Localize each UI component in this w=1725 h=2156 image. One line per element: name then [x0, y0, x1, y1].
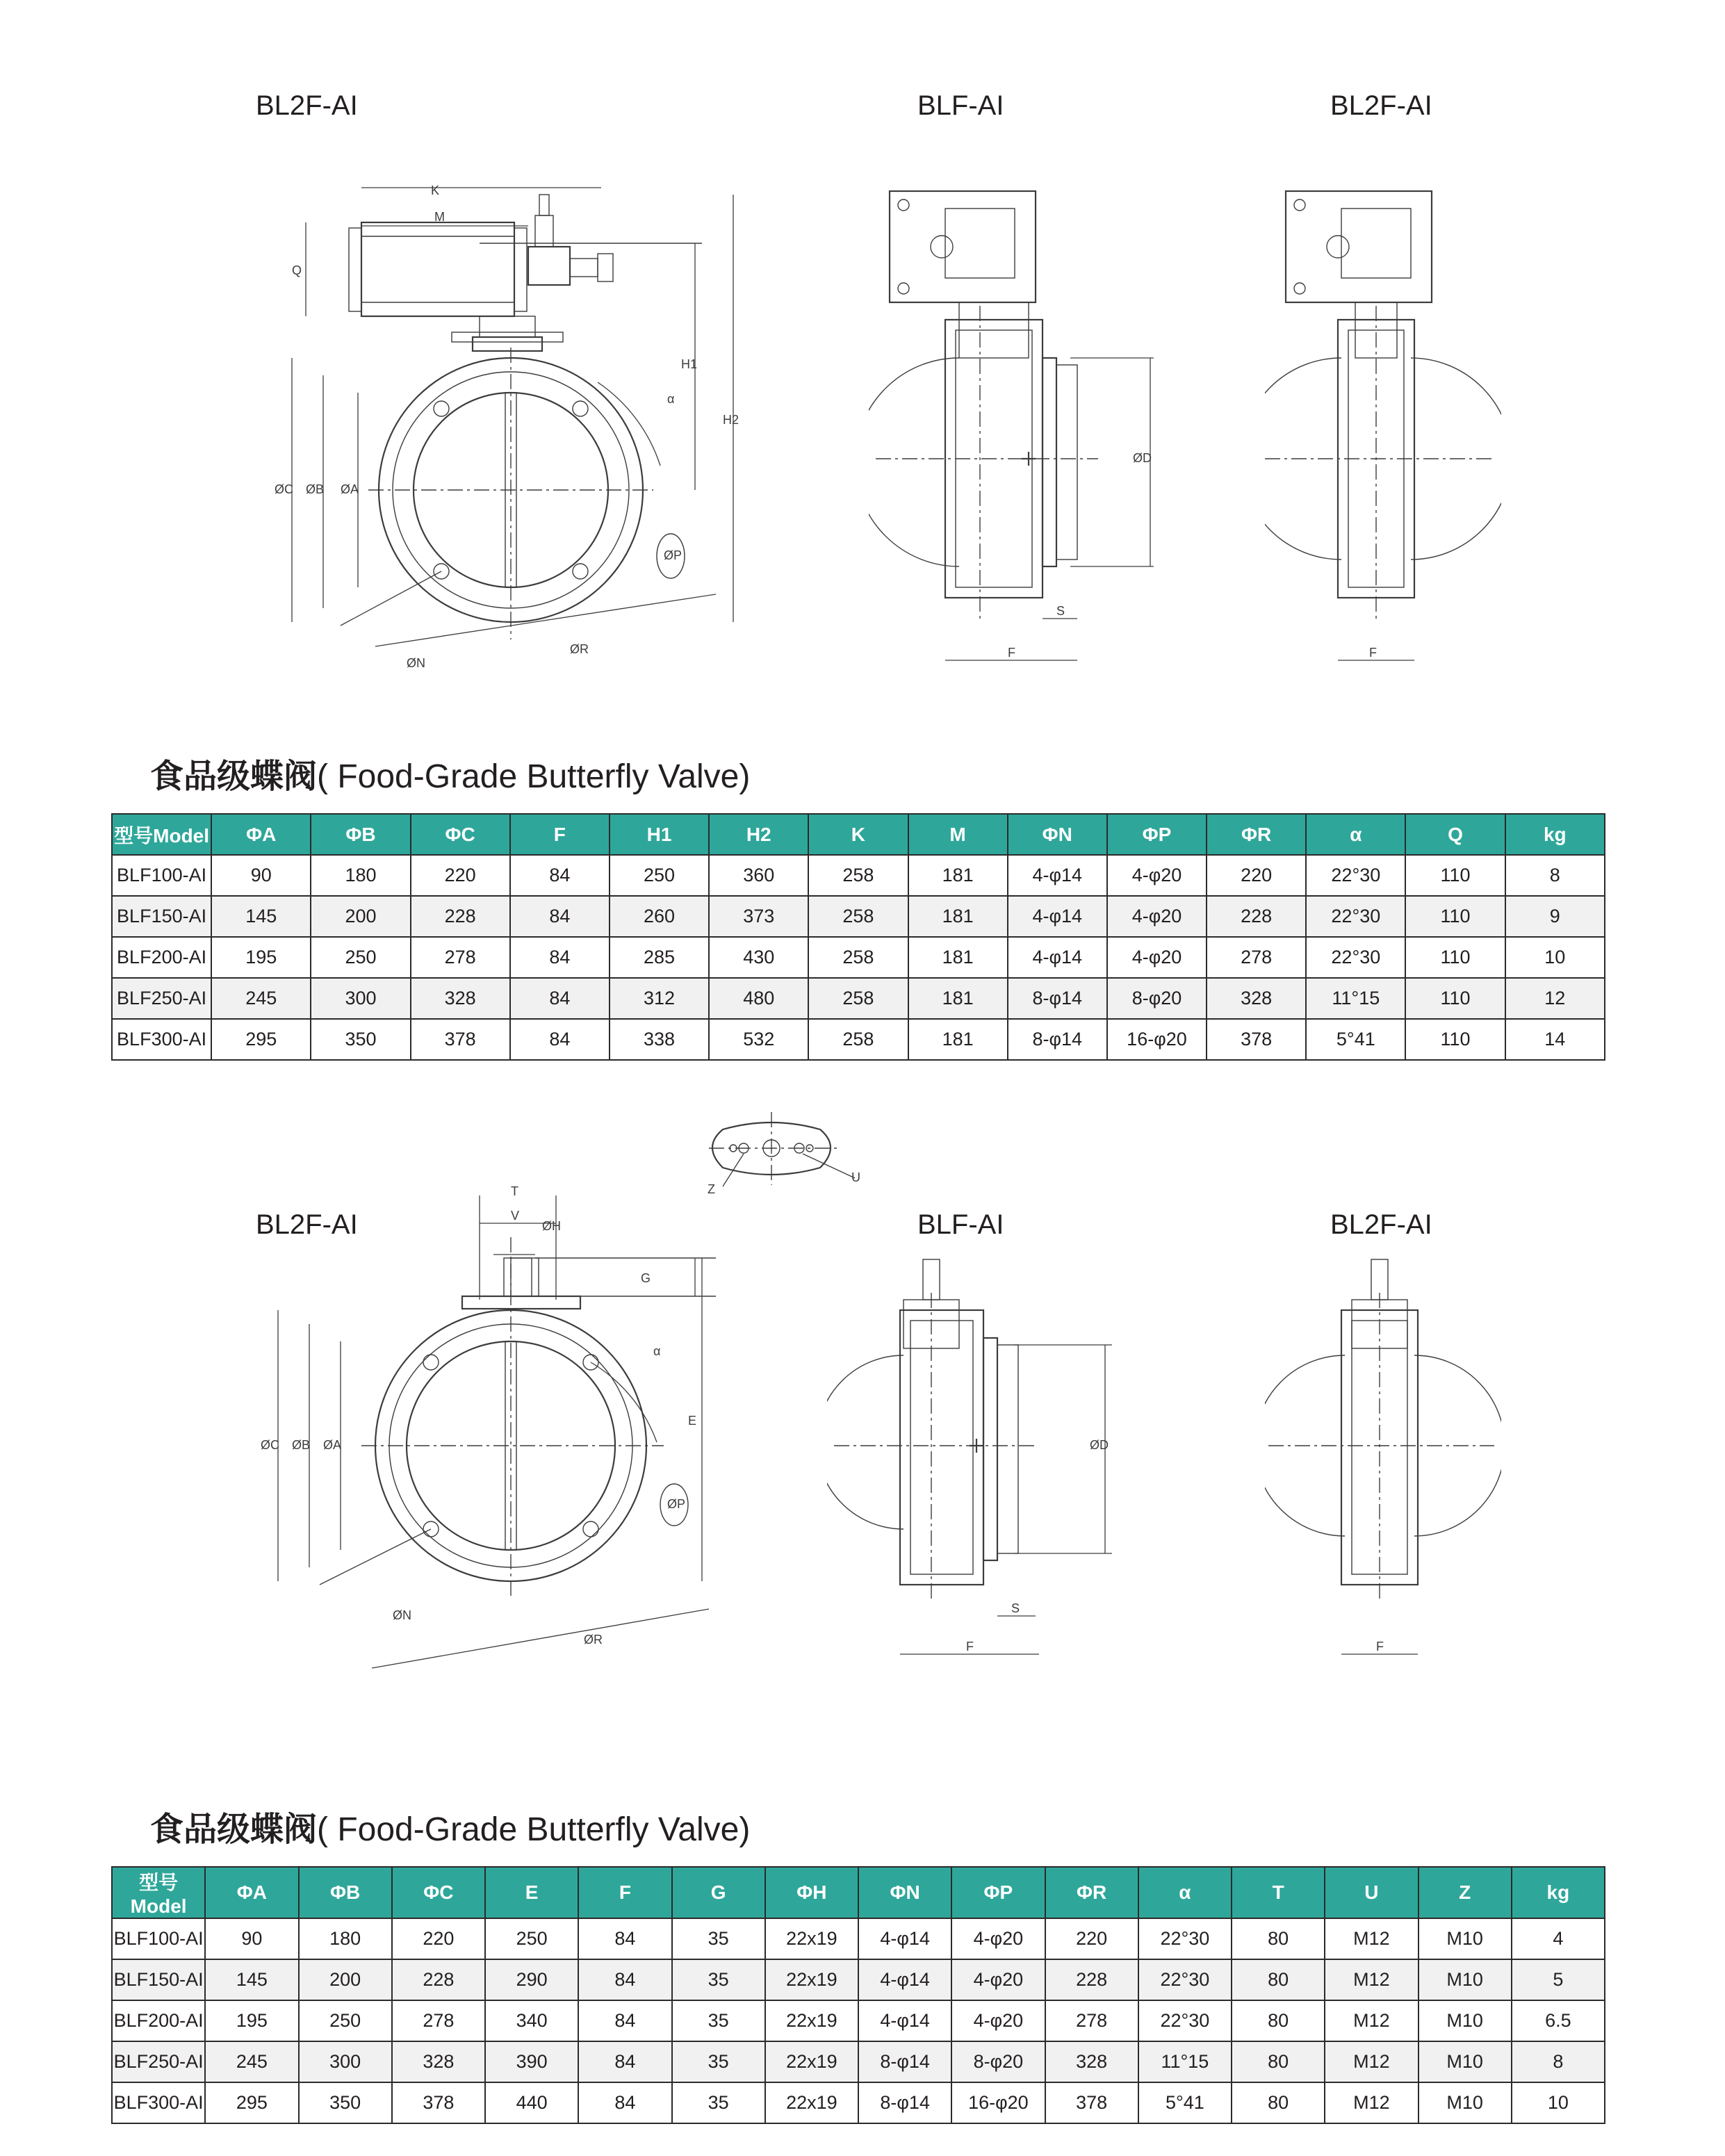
value-cell: 22x19	[765, 1959, 858, 2000]
dim-label-a2: ØA	[323, 1438, 342, 1452]
value-cell: 258	[808, 855, 908, 896]
value-cell: 250	[610, 855, 709, 896]
column-header: H1	[610, 814, 709, 855]
value-cell: 4-φ20	[951, 1959, 1045, 2000]
value-cell: 181	[908, 1019, 1008, 1060]
value-cell: 35	[672, 2000, 765, 2041]
value-cell: 378	[1045, 2082, 1138, 2123]
value-cell: 4-φ20	[1107, 896, 1207, 937]
model-cell: BLF250-AI	[112, 2041, 205, 2082]
table-header-row	[112, 814, 1605, 855]
value-cell: 90	[205, 1918, 298, 1959]
value-cell: 440	[485, 2082, 578, 2123]
value-cell: 9	[1505, 896, 1605, 937]
column-header: ΦC	[411, 814, 510, 855]
value-cell: 80	[1232, 1918, 1325, 1959]
value-cell: 180	[299, 1918, 392, 1959]
model-cell: BLF200-AI	[112, 2000, 205, 2041]
value-cell: 8-φ14	[1008, 1019, 1107, 1060]
value-cell: 84	[578, 1918, 671, 1959]
value-cell: M10	[1419, 2041, 1512, 2082]
value-cell: 181	[908, 855, 1008, 896]
value-cell: 328	[392, 2041, 485, 2082]
value-cell: 22x19	[765, 2041, 858, 2082]
dim-label-g: G	[641, 1271, 651, 1285]
dim-label-h1: H1	[681, 357, 698, 371]
value-cell: 5°41	[1306, 1019, 1405, 1060]
value-cell: 250	[299, 2000, 392, 2041]
table2-title-en: ( Food-Grade Butterfly Valve)	[317, 1811, 751, 1848]
value-cell: 300	[311, 978, 410, 1019]
value-cell: 22°30	[1306, 937, 1405, 978]
dim-label-c: ØC	[275, 482, 293, 496]
value-cell: 84	[510, 896, 610, 937]
value-cell: 90	[211, 855, 311, 896]
value-cell: 250	[485, 1918, 578, 1959]
value-cell: 4	[1512, 1918, 1605, 1959]
dim-label-s-top: S	[1056, 604, 1065, 618]
value-cell: 84	[510, 937, 610, 978]
dim-label-a: ØA	[341, 482, 359, 496]
spec-table-2	[111, 1866, 1605, 2124]
value-cell: 110	[1405, 978, 1505, 1019]
dim-label-h2: H2	[723, 413, 739, 427]
dim-label-h: ØH	[542, 1219, 561, 1233]
blf-side-drawing-bottom	[827, 1251, 1133, 1668]
value-cell: 80	[1232, 2000, 1325, 2041]
value-cell: 532	[709, 1019, 808, 1060]
value-cell: 110	[1405, 896, 1505, 937]
column-header: α	[1306, 814, 1405, 855]
column-header: ΦB	[311, 814, 410, 855]
value-cell: 200	[299, 1959, 392, 2000]
column-header: E	[485, 1867, 578, 1918]
table-row	[112, 1959, 1605, 2000]
dim-label-r2: ØR	[584, 1633, 603, 1647]
dim-label-c2: ØC	[261, 1438, 279, 1452]
value-cell: 22°30	[1306, 896, 1405, 937]
dim-label-z: Z	[708, 1182, 715, 1196]
value-cell: M10	[1419, 2000, 1512, 2041]
column-header: F	[510, 814, 610, 855]
column-header: ΦB	[299, 1867, 392, 1918]
value-cell: 258	[808, 978, 908, 1019]
value-cell: M12	[1325, 1959, 1418, 2000]
value-cell: 8	[1512, 2041, 1605, 2082]
model-cell: BLF250-AI	[112, 978, 211, 1019]
value-cell: 22x19	[765, 1918, 858, 1959]
value-cell: 84	[578, 2000, 671, 2041]
view-label-bl2f-top-left: BL2F-AI	[256, 90, 358, 121]
column-header: ΦR	[1207, 814, 1306, 855]
value-cell: 4-φ20	[1107, 855, 1207, 896]
value-cell: 338	[610, 1019, 709, 1060]
column-header: M	[908, 814, 1008, 855]
value-cell: 8-φ14	[858, 2041, 951, 2082]
value-cell: 8-φ20	[1107, 978, 1207, 1019]
table2-title	[150, 1802, 750, 1850]
table-row	[112, 896, 1605, 937]
bl2f-side-drawing-top	[1265, 181, 1501, 681]
column-header: ΦA	[205, 1867, 298, 1918]
column-header: ΦN	[1008, 814, 1107, 855]
value-cell: 4-φ14	[858, 2000, 951, 2041]
dim-label-s-bottom: S	[1011, 1601, 1020, 1615]
manual-valve-front-drawing	[257, 1154, 744, 1710]
column-header: ΦP	[951, 1867, 1045, 1918]
column-header: kg	[1512, 1867, 1605, 1918]
value-cell: 312	[610, 978, 709, 1019]
value-cell: M12	[1325, 2082, 1418, 2123]
value-cell: 4-φ20	[951, 2000, 1045, 2041]
value-cell: M10	[1419, 1918, 1512, 1959]
value-cell: 245	[205, 2041, 298, 2082]
value-cell: 8-φ14	[1008, 978, 1107, 1019]
value-cell: 84	[510, 978, 610, 1019]
value-cell: 480	[709, 978, 808, 1019]
value-cell: 220	[1045, 1918, 1138, 1959]
value-cell: 220	[411, 855, 510, 896]
value-cell: 145	[211, 896, 311, 937]
table-row	[112, 855, 1605, 896]
value-cell: 258	[808, 1019, 908, 1060]
column-header: ΦC	[392, 1867, 485, 1918]
value-cell: 84	[578, 2041, 671, 2082]
value-cell: 228	[1045, 1959, 1138, 2000]
column-header: Q	[1405, 814, 1505, 855]
value-cell: 35	[672, 1959, 765, 2000]
value-cell: 328	[1045, 2041, 1138, 2082]
model-cell: BLF200-AI	[112, 937, 211, 978]
value-cell: 245	[211, 978, 311, 1019]
value-cell: 181	[908, 937, 1008, 978]
value-cell: 295	[211, 1019, 311, 1060]
table-row	[112, 937, 1605, 978]
column-header: F	[578, 1867, 671, 1918]
table-row	[112, 978, 1605, 1019]
value-cell: 14	[1505, 1019, 1605, 1060]
dim-label-e: E	[688, 1414, 697, 1428]
dim-label-f-bottom-right: F	[1376, 1640, 1384, 1653]
value-cell: 22°30	[1138, 1918, 1232, 1959]
value-cell: 360	[709, 855, 808, 896]
table1-title-en: ( Food-Grade Butterfly Valve)	[317, 758, 751, 795]
value-cell: 220	[1207, 855, 1306, 896]
column-header: ΦN	[858, 1867, 951, 1918]
dim-label-f-top: F	[1008, 646, 1015, 660]
value-cell: 200	[311, 896, 410, 937]
value-cell: 258	[808, 896, 908, 937]
value-cell: 350	[299, 2082, 392, 2123]
value-cell: 80	[1232, 2041, 1325, 2082]
value-cell: 22°30	[1138, 2000, 1232, 2041]
value-cell: 328	[411, 978, 510, 1019]
value-cell: 22x19	[765, 2000, 858, 2041]
dim-label-q: Q	[292, 263, 302, 277]
view-label-blf-top: BLF-AI	[917, 90, 1004, 121]
value-cell: 84	[510, 1019, 610, 1060]
value-cell: 12	[1505, 978, 1605, 1019]
value-cell: 228	[392, 1959, 485, 2000]
column-header: T	[1232, 1867, 1325, 1918]
value-cell: 80	[1232, 1959, 1325, 2000]
value-cell: M12	[1325, 1918, 1418, 1959]
dim-label-p2: ØP	[667, 1497, 686, 1511]
dim-label-n2: ØN	[393, 1608, 411, 1622]
dim-label-f-top-right: F	[1369, 646, 1377, 660]
value-cell: 250	[311, 937, 410, 978]
value-cell: 145	[205, 1959, 298, 2000]
value-cell: 328	[1207, 978, 1306, 1019]
blf-side-drawing-top	[869, 181, 1168, 681]
value-cell: 181	[908, 896, 1008, 937]
dim-label-b: ØB	[306, 482, 325, 496]
dim-label-b2: ØB	[292, 1438, 311, 1452]
model-cell: BLF300-AI	[112, 1019, 211, 1060]
value-cell: 22°30	[1306, 855, 1405, 896]
table-row	[112, 2041, 1605, 2082]
column-header: G	[672, 1867, 765, 1918]
value-cell: 5°41	[1138, 2082, 1232, 2123]
value-cell: 181	[908, 978, 1008, 1019]
pneumatic-valve-front-drawing	[271, 139, 771, 723]
table1-title-cn: 食品级蝶阀	[150, 758, 318, 795]
dim-label-u: U	[851, 1170, 860, 1184]
value-cell: 16-φ20	[1107, 1019, 1207, 1060]
model-cell: BLF300-AI	[112, 2082, 205, 2123]
value-cell: 278	[1207, 937, 1306, 978]
column-header: ΦP	[1107, 814, 1207, 855]
value-cell: 35	[672, 1918, 765, 1959]
value-cell: 110	[1405, 1019, 1505, 1060]
value-cell: 180	[311, 855, 410, 896]
value-cell: 84	[578, 2082, 671, 2123]
value-cell: 10	[1505, 937, 1605, 978]
table-row	[112, 1019, 1605, 1060]
value-cell: 11°15	[1306, 978, 1405, 1019]
value-cell: 8-φ14	[858, 2082, 951, 2123]
bl2f-side-drawing-bottom	[1265, 1251, 1501, 1668]
value-cell: 10	[1512, 2082, 1605, 2123]
table-row	[112, 2000, 1605, 2041]
model-cell: BLF100-AI	[112, 855, 211, 896]
model-cell: BLF150-AI	[112, 896, 211, 937]
value-cell: 278	[411, 937, 510, 978]
value-cell: 195	[205, 2000, 298, 2041]
value-cell: 258	[808, 937, 908, 978]
value-cell: 228	[411, 896, 510, 937]
table-row	[112, 1918, 1605, 1959]
value-cell: 4-φ14	[858, 1918, 951, 1959]
value-cell: 80	[1232, 2082, 1325, 2123]
value-cell: 295	[205, 2082, 298, 2123]
column-header: H2	[709, 814, 808, 855]
dim-label-alpha: α	[667, 392, 675, 406]
value-cell: 4-φ20	[951, 1918, 1045, 1959]
dim-label-r: ØR	[570, 642, 589, 656]
dim-label-v: V	[511, 1209, 520, 1223]
dim-label-p: ØP	[664, 548, 682, 562]
value-cell: 390	[485, 2041, 578, 2082]
dim-label-d-top: ØD	[1133, 451, 1152, 465]
table1-title	[150, 749, 750, 797]
table-row	[112, 2082, 1605, 2123]
value-cell: 260	[610, 896, 709, 937]
value-cell: 4-φ14	[1008, 937, 1107, 978]
column-header: α	[1138, 1867, 1232, 1918]
value-cell: 4-φ20	[1107, 937, 1207, 978]
value-cell: 8	[1505, 855, 1605, 896]
value-cell: 11°15	[1138, 2041, 1232, 2082]
dim-label-k: K	[431, 183, 440, 197]
column-header: K	[808, 814, 908, 855]
value-cell: 378	[411, 1019, 510, 1060]
column-header: 型号Model	[112, 814, 211, 855]
spec-table-1	[111, 813, 1605, 1061]
value-cell: 4-φ14	[1008, 855, 1107, 896]
value-cell: 5	[1512, 1959, 1605, 2000]
value-cell: 300	[299, 2041, 392, 2082]
value-cell: 84	[578, 1959, 671, 2000]
value-cell: 35	[672, 2041, 765, 2082]
table-header-row	[112, 1867, 1605, 1918]
value-cell: M12	[1325, 2000, 1418, 2041]
value-cell: 285	[610, 937, 709, 978]
value-cell: 4-φ14	[1008, 896, 1107, 937]
value-cell: 430	[709, 937, 808, 978]
value-cell: 350	[311, 1019, 410, 1060]
value-cell: 22°30	[1138, 1959, 1232, 2000]
value-cell: 228	[1207, 896, 1306, 937]
dim-label-alpha2: α	[653, 1344, 661, 1358]
column-header: ΦR	[1045, 1867, 1138, 1918]
column-header: ΦH	[765, 1867, 858, 1918]
value-cell: 220	[392, 1918, 485, 1959]
value-cell: 278	[1045, 2000, 1138, 2041]
column-header: ΦA	[211, 814, 311, 855]
value-cell: 110	[1405, 937, 1505, 978]
column-header: U	[1325, 1867, 1418, 1918]
view-label-bl2f-top-right: BL2F-AI	[1330, 90, 1432, 121]
dim-label-m: M	[434, 210, 445, 224]
value-cell: 84	[510, 855, 610, 896]
value-cell: M10	[1419, 2082, 1512, 2123]
value-cell: 278	[392, 2000, 485, 2041]
dim-label-t: T	[511, 1184, 518, 1198]
model-cell: BLF150-AI	[112, 1959, 205, 2000]
value-cell: 110	[1405, 855, 1505, 896]
value-cell: 22x19	[765, 2082, 858, 2123]
value-cell: M10	[1419, 1959, 1512, 2000]
value-cell: 6.5	[1512, 2000, 1605, 2041]
view-label-blf-bottom: BLF-AI	[917, 1209, 1004, 1240]
value-cell: 378	[392, 2082, 485, 2123]
view-label-bl2f-bottom-left: BL2F-AI	[256, 1209, 358, 1240]
value-cell: 195	[211, 937, 311, 978]
value-cell: 35	[672, 2082, 765, 2123]
value-cell: 290	[485, 1959, 578, 2000]
value-cell: 16-φ20	[951, 2082, 1045, 2123]
dim-label-d-bottom: ØD	[1090, 1438, 1109, 1452]
column-header: Z	[1419, 1867, 1512, 1918]
column-header: kg	[1505, 814, 1605, 855]
value-cell: 340	[485, 2000, 578, 2041]
model-cell: BLF100-AI	[112, 1918, 205, 1959]
table2-title-cn: 食品级蝶阀	[150, 1811, 318, 1848]
value-cell: 378	[1207, 1019, 1306, 1060]
value-cell: 8-φ20	[951, 2041, 1045, 2082]
value-cell: 4-φ14	[858, 1959, 951, 2000]
dim-label-n: ØN	[407, 656, 425, 670]
view-label-bl2f-bottom-right: BL2F-AI	[1330, 1209, 1432, 1240]
dim-label-f-bottom: F	[966, 1640, 974, 1653]
value-cell: M12	[1325, 2041, 1418, 2082]
value-cell: 373	[709, 896, 808, 937]
column-header: 型号Model	[112, 1867, 205, 1918]
